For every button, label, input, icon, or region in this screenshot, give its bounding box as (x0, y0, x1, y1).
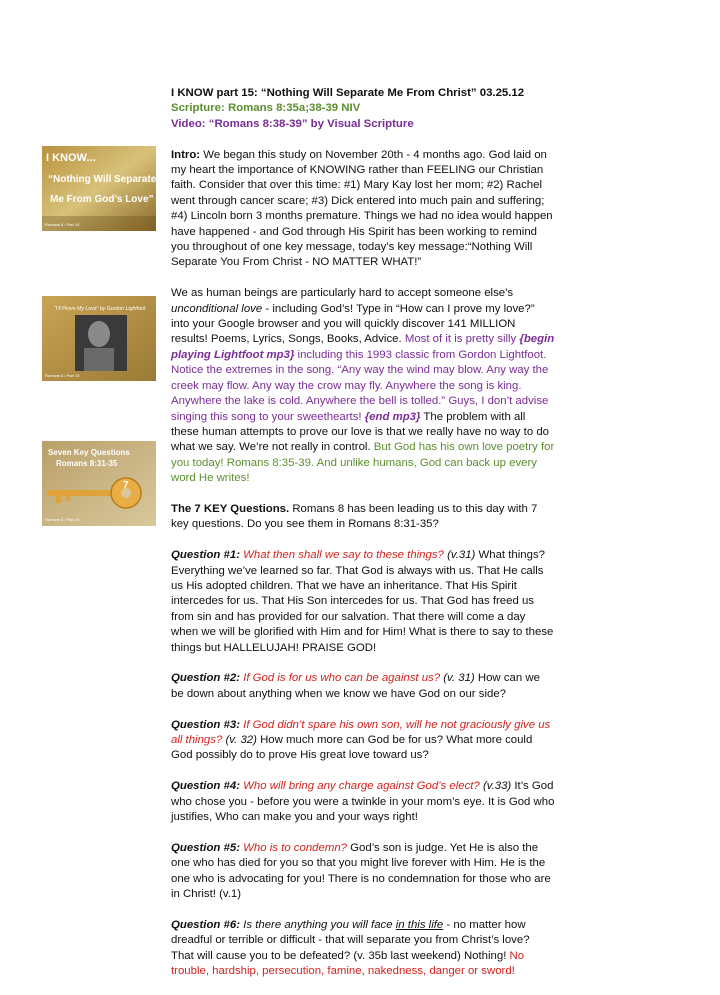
question-underline: in this life (395, 918, 444, 931)
slide-seven-footer: Romans 8 / Part 15 (45, 517, 80, 522)
slide-seven-subtitle: Romans 8:31-35 (56, 459, 118, 468)
question-red-list: No trouble, hardship, persecution, famine, nakedness, danger or sword! (171, 949, 525, 978)
slide-lightfoot-caption: “I’ll Prove My Love” by Gordon Lightfoot (54, 306, 146, 312)
question-5 (171, 841, 555, 903)
slide-seven-title: Seven Key Questions (48, 448, 130, 457)
slide-i-know-title: I KNOW... (46, 152, 96, 164)
end-mp3-cue: {end mp3} (364, 410, 421, 423)
question-label: Question #6: (171, 918, 240, 931)
scripture-line: Scripture: Romans 8:35a;38-39 NIV (171, 102, 361, 115)
intro-paragraph (171, 148, 555, 271)
key-questions-paragraph (171, 502, 555, 533)
sermon-notes (171, 86, 555, 995)
question-text: What then shall we say to these things? (243, 549, 444, 562)
video-line: Video: “Romans 8:38-39” by Visual Scripture (171, 117, 414, 130)
question-3 (171, 718, 555, 764)
question-6 (171, 918, 555, 980)
question-text: Is there anything you will face (240, 918, 396, 931)
question-text: Who is to condemn? (243, 841, 348, 854)
slide-thumbnail-lightfoot (42, 296, 156, 381)
slide-i-know-line3: Me From God’s Love” (50, 194, 154, 205)
love-green: But God has his own love poetry for you today! Romans 8:35-39. And unlike humans, God can back up every word He writes! (171, 441, 555, 485)
slide-lightfoot-graphic (42, 296, 156, 381)
question-text: If God didn’t spare his own son, will he not graciously give us all things? (171, 718, 551, 746)
question-text: If God is for us who can be against us? (243, 672, 441, 685)
question-label: Question #4: (171, 780, 240, 793)
slide-thumbnail-seven-questions (42, 441, 156, 526)
love-text-2: - including God’s! Type in “How can I prove my love?” into your Google browser and you will quickly discover 141 MILLION results! Poems, Lyrics, Songs, Books, Advice. (171, 302, 535, 346)
question-1 (171, 548, 555, 656)
love-text-3: The problem with all these human attempts to prove our love is that we really have no way to do what we say. We’re not really in control. (171, 410, 549, 454)
love-italic: unconditional love (171, 302, 263, 315)
intro-label: Intro: (171, 148, 201, 161)
question-body: - no matter how dreadful or terrible or difficult - that will separate you from Christ’s love? That will cause you to be defeated? (v. 35b last weekend) Nothing! (171, 918, 530, 962)
key-questions-text: Romans 8 has been leading us to this day with 7 key questions. Do you see them in Romans 8:31-35? (171, 502, 538, 531)
slide-i-know-line2: “Nothing Will Separate (48, 174, 156, 185)
love-purple-1: Most of it is pretty silly (404, 333, 520, 346)
begin-mp3-cue: {begin playing Lightfoot mp3} (171, 333, 555, 361)
love-purple-2: including this 1993 classic from Gordon Lightfoot. Notice the extremes in the song. “Any way the wind may blow. Any way the creek may flow. Any way the crow may fly. Anywhere the song is king. Anywhere the lake is cold. Anywhere the bell is tolled.” Guys, I don’t advise singing this song to your sweethearts! (171, 348, 549, 423)
page-title: I KNOW part 15: “Nothing Will Separate Me From Christ” 03.25.12 (171, 87, 525, 99)
question-text: Who will bring any charge against God’s elect? (243, 780, 480, 793)
love-text-1: We as human beings are particularly hard to accept someone else’s (171, 287, 514, 300)
question-ref: (v.33) (482, 780, 512, 793)
slide-i-know-graphic (42, 146, 156, 231)
intro-text: We began this study on November 20th - 4 months ago. God laid on my heart the importance of KNOWING rather than FEELING our Christian faith. Consider that over this time: #1) Mary Kay lost her mom; #2) Rachel went through cancer scare; #3) Dick entered into much pain and suffering; #4) Lincoln born 3 months premature. Things we had no idea would happen have happened - and God through His Spirit has been working to remind you throughout of one key message, today’s key message:“Nothing Will Separate You From Christ - NO MATTER WHAT!” (171, 148, 553, 269)
question-ref: (v. 32) (225, 733, 257, 746)
key-questions-label: The 7 KEY Questions. (171, 502, 290, 515)
slide-i-know-footer: Romans 8 / Part 15 (45, 222, 80, 227)
question-body: God’s son is judge. Yet He is also the one who has died for you so that you might live forever with Him. He is the one who is advocating for you! There is no condemnation for those who are in Christ! (v.1) (171, 841, 551, 900)
question-ref: (v.31) (447, 549, 476, 562)
question-ref: (v. 31) (443, 672, 475, 685)
question-body: How much more can God be for us? What more could God possibly do to prove His great love toward us? (171, 733, 533, 762)
question-label: Question #2: (171, 672, 240, 685)
question-label: Question #5: (171, 841, 240, 854)
question-body: What things? Everything we’ve learned so far. That God is always with us. That He calls us His adopted children. That we have an inheritance. That His Spirit intercedes for us. That His Son intercedes for us. That God has freed us from sin and has provided for our salvation. That there will come a day when we will be glorified with Him and for Him! What is there to say to these things but HALLELUJAH! PRAISE GOD! (171, 549, 554, 654)
question-label: Question #3: (171, 718, 240, 731)
question-4 (171, 779, 555, 825)
slide-thumbnail-i-know (42, 146, 156, 231)
key-number: 7 (123, 480, 129, 491)
question-2 (171, 671, 555, 702)
slide-lightfoot-footer: Romans 8 / Part 15 (45, 373, 80, 378)
question-label: Question #1: (171, 549, 240, 562)
question-body: How can we be down about anything when we know we have God on our side? (171, 672, 540, 700)
love-paragraph (171, 286, 555, 486)
slide-seven-questions-graphic (42, 441, 156, 526)
question-body: It’s God who chose you - before you were a twinkle in your mom’s eye. It is God who justifies, Who can make you and your ways right! (171, 780, 555, 823)
